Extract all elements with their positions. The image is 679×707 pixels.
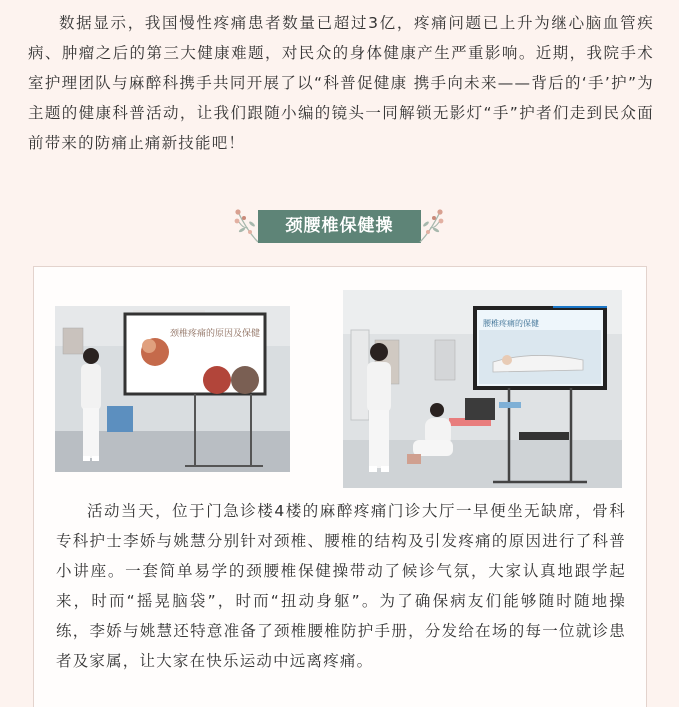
photo-right bbox=[343, 290, 622, 488]
section-header bbox=[0, 206, 679, 246]
photo-left bbox=[55, 306, 290, 472]
screen-caption-left: 颈椎疼痛的原因及保健 bbox=[170, 329, 261, 339]
flower-sprig-icon bbox=[416, 208, 446, 244]
screen-caption-right: 腰椎疼痛的保健 bbox=[483, 319, 539, 328]
intro-paragraph: 数据显示，我国慢性疼痛患者数量已超过3亿，疼痛问题已上升为继心脑血管疾病、肿瘤之后的第三大健康难题，对民众的身体健康产生严重影响。近期，我院手术室护理团队与麻醉科携手共同开展了以“科普促健康 携手向未来——背后的‘手’护”为主题的健康科普活动，让我们跟随小编的镜头一同解锁无影灯“手”护者们走到民众面前带来的防痛止痛新技能吧！ bbox=[28, 14, 654, 152]
section-title: 颈腰椎保健操 bbox=[258, 210, 421, 243]
body-paragraph: 活动当天，位于门急诊楼4楼的麻醉疼痛门诊大厅一早便坐无缺席，骨科专科护士李娇与姚慧分别针对颈椎、腰椎的结构及引发疼痛的原因进行了科普小讲座。一套简单易学的颈腰椎保健操带动了候诊气氛，大家认真地跟学起来，时而“摇晃脑袋”，时而“扭动身躯”。为了确保病友们能够随时随地操练，李娇与姚慧还特意准备了颈椎腰椎防护手册，分发给在场的每一位就诊患者及家属，让大家在快乐运动中远离疼痛。 bbox=[56, 502, 626, 670]
